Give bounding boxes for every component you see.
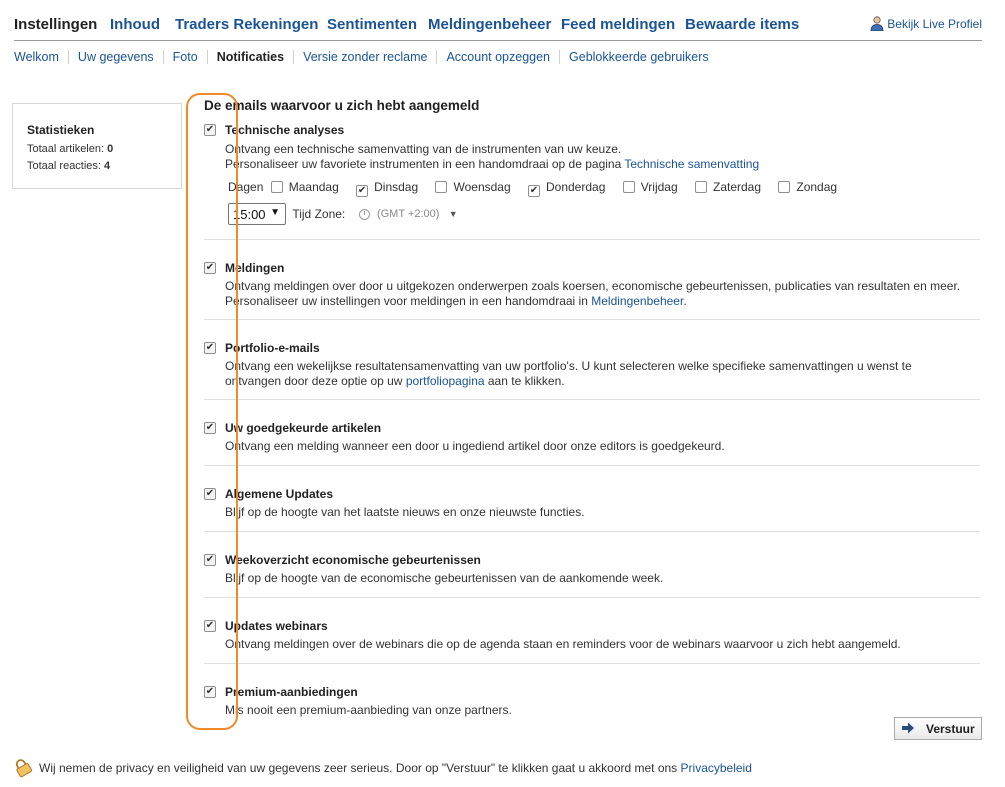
- section-portfolio-emails: [204, 340, 980, 400]
- tab-traders-rekeningen[interactable]: Traders Rekeningen: [175, 16, 319, 33]
- day-label: Vrijdag: [640, 180, 678, 194]
- description-line-1: Ontvang een wekelijkse resultatensamenvatting van uw portfolio's. U kunt selecteren welke specifieke samenvattingen u wenst te: [225, 359, 912, 373]
- time-select[interactable]: [228, 203, 286, 225]
- day-label: Zaterdag: [712, 180, 762, 194]
- subtab-versie-zonder-reclame[interactable]: Versie zonder reclame: [293, 50, 436, 64]
- page-title: De emails waarvoor u zich hebt aangemeld: [204, 98, 480, 113]
- timezone-label: Tijd Zone:: [292, 207, 346, 221]
- section-weekly-economic-events: [204, 552, 980, 598]
- subtab-foto[interactable]: Foto: [163, 50, 207, 64]
- checkbox-zaterdag[interactable]: [695, 181, 707, 193]
- subtab-geblokkeerde-gebruikers[interactable]: Geblokkeerde gebruikers: [559, 50, 718, 64]
- description-text: ontvangen door deze optie op uw: [225, 374, 406, 388]
- checkbox-portfolio-emails[interactable]: ✔: [205, 342, 215, 353]
- section-approved-articles: [204, 420, 980, 466]
- arrow-right-icon: [901, 721, 915, 735]
- submit-label: Verstuur: [926, 722, 975, 736]
- section-description: Mis nooit een premium-aanbieding van onze partners.: [225, 703, 512, 717]
- clock-icon: [359, 209, 370, 220]
- section-description: Ontvang meldingen over de webinars die op de agenda staan en reminders voor de webinars waarvoor u zich hebt aangemeld.: [225, 637, 901, 651]
- user-icon: [870, 16, 884, 34]
- subtab-welkom[interactable]: Welkom: [14, 50, 59, 64]
- checkbox-premium-offers[interactable]: ✔: [205, 686, 215, 697]
- meldingenbeheer-link[interactable]: Meldingenbeheer: [591, 294, 684, 308]
- section-title: Portfolio-e-mails: [225, 341, 320, 355]
- tab-inhoud[interactable]: Inhoud: [110, 16, 160, 33]
- section-title: Uw goedgekeurde artikelen: [225, 421, 382, 435]
- checkbox-vrijdag[interactable]: [623, 181, 635, 193]
- section-technical-analyses: [204, 122, 980, 240]
- section-meldingen: [204, 260, 980, 320]
- day-dinsdag[interactable]: [356, 180, 418, 197]
- divider: [204, 531, 980, 532]
- divider: [204, 663, 980, 664]
- checkbox-woensdag[interactable]: [435, 181, 447, 193]
- section-title: Algemene Updates: [225, 487, 334, 501]
- tab-feed-meldingen[interactable]: Feed meldingen: [561, 16, 676, 33]
- view-live-profile-link[interactable]: [870, 16, 982, 34]
- checkbox-weekly-economic-events[interactable]: ✔: [205, 554, 215, 565]
- description-line-2: [225, 374, 970, 389]
- day-label: Woensdag: [453, 180, 511, 194]
- privacy-text: Wij nemen de privacy en veiligheid van uw gegevens zeer serieus. Door op "Verstuur" te klikken gaat u akkoord met ons: [39, 761, 681, 775]
- description-line-2: [225, 294, 970, 309]
- tab-instellingen[interactable]: Instellingen: [14, 16, 98, 33]
- section-description: [225, 359, 970, 389]
- description-line-1: Ontvang een technische samenvatting van de instrumenten van uw keuze.: [225, 142, 622, 156]
- section-description: Blijf op de hoogte van de economische gebeurtenissen van de aankomende week.: [225, 571, 664, 585]
- day-zaterdag[interactable]: [695, 180, 761, 194]
- description-line-1: Ontvang meldingen over door u uitgekozen onderwerpen zoals koersen, economische gebeurtenissen, publicaties van resultaten en meer.: [225, 279, 961, 293]
- checkbox-technical-analyses[interactable]: ✔: [205, 124, 215, 135]
- time-row: [228, 203, 458, 225]
- checkbox-maandag[interactable]: [271, 181, 283, 193]
- divider: [204, 399, 980, 400]
- privacy-policy-link[interactable]: Privacybeleid: [680, 761, 752, 775]
- subtab-notificaties[interactable]: Notificaties: [207, 50, 293, 64]
- divider: [204, 597, 980, 598]
- section-title: Premium-aanbiedingen: [225, 685, 358, 699]
- view-live-profile-label: Bekijk Live Profiel: [887, 17, 982, 31]
- tab-sentimenten[interactable]: Sentimenten: [327, 16, 418, 33]
- description-text: Personaliseer uw favoriete instrumenten in een handomdraai op de pagina: [225, 157, 625, 171]
- section-title: Weekoverzicht economische gebeurtenissen: [225, 553, 481, 567]
- section-description: Blijf op de hoogte van het laatste nieuws en onze nieuwste functies.: [225, 505, 585, 519]
- checkbox-zondag[interactable]: [778, 181, 790, 193]
- total-reactions-value: 4: [104, 160, 111, 172]
- divider: [204, 239, 980, 240]
- description-suffix: .: [683, 294, 687, 308]
- timezone-select[interactable]: (GMT +2:00): [376, 208, 440, 220]
- lock-icon: [12, 758, 34, 781]
- day-vrijdag[interactable]: [623, 180, 678, 194]
- day-donderdag[interactable]: [528, 180, 605, 197]
- chevron-down-icon[interactable]: ▼: [448, 209, 458, 219]
- checkbox-approved-articles[interactable]: ✔: [205, 422, 215, 433]
- submit-button[interactable]: [894, 717, 982, 740]
- day-maandag[interactable]: [271, 180, 339, 194]
- section-title: Updates webinars: [225, 619, 328, 633]
- description-line-2: [225, 157, 970, 172]
- portfolio-page-link[interactable]: portfoliopagina: [405, 374, 485, 388]
- total-articles-value: 0: [107, 143, 114, 155]
- checkbox-meldingen[interactable]: ✔: [205, 262, 215, 273]
- section-description: [225, 279, 970, 309]
- day-label: Dinsdag: [374, 180, 419, 194]
- divider: [204, 465, 980, 466]
- total-articles-label: Totaal artikelen:: [27, 143, 105, 155]
- section-premium-offers: [204, 684, 980, 724]
- section-description: Ontvang een melding wanneer een door u ingediend artikel door onze editors is goedgekeurd.: [225, 439, 725, 453]
- days-selector: [228, 180, 851, 197]
- section-title: Meldingen: [225, 261, 285, 275]
- days-label: Dagen: [228, 180, 264, 194]
- subtab-account-opzeggen[interactable]: Account opzeggen: [436, 50, 559, 64]
- checkbox-donderdag[interactable]: ✔: [529, 185, 539, 196]
- section-description: [225, 142, 970, 172]
- day-label: Maandag: [288, 180, 339, 194]
- day-woensdag[interactable]: [435, 180, 510, 194]
- main-tab-bar: [14, 14, 982, 41]
- total-articles: [27, 143, 181, 155]
- checkbox-dinsdag[interactable]: ✔: [357, 185, 367, 196]
- divider: [204, 319, 980, 320]
- statistics-panel: [12, 103, 182, 189]
- privacy-footer: [12, 758, 752, 781]
- statistics-title: Statistieken: [27, 123, 95, 137]
- description-suffix: aan te klikken.: [484, 374, 565, 388]
- day-label: Donderdag: [545, 180, 606, 194]
- total-reactions-label: Totaal reacties:: [27, 160, 101, 172]
- sub-tab-bar: [14, 50, 718, 66]
- tab-bewaarde-items[interactable]: Bewaarde items: [685, 16, 800, 33]
- section-webinar-updates: [204, 618, 980, 664]
- checkbox-general-updates[interactable]: ✔: [205, 488, 215, 499]
- time-value: 15:00: [233, 207, 266, 222]
- description-text: Personaliseer uw instellingen voor meldingen in een handomdraai in: [225, 294, 592, 308]
- checkbox-webinar-updates[interactable]: ✔: [205, 620, 215, 631]
- dropdown-arrow-icon: ▼: [270, 207, 280, 218]
- day-zondag[interactable]: [778, 180, 837, 194]
- day-label: Zondag: [796, 180, 838, 194]
- technical-summary-link[interactable]: Technische samenvatting: [624, 157, 760, 171]
- subtab-uw-gegevens[interactable]: Uw gegevens: [68, 50, 163, 64]
- section-general-updates: [204, 486, 980, 532]
- tab-meldingenbeheer[interactable]: Meldingenbeheer: [428, 16, 552, 33]
- section-title: Technische analyses: [225, 123, 345, 137]
- total-reactions: [27, 160, 181, 172]
